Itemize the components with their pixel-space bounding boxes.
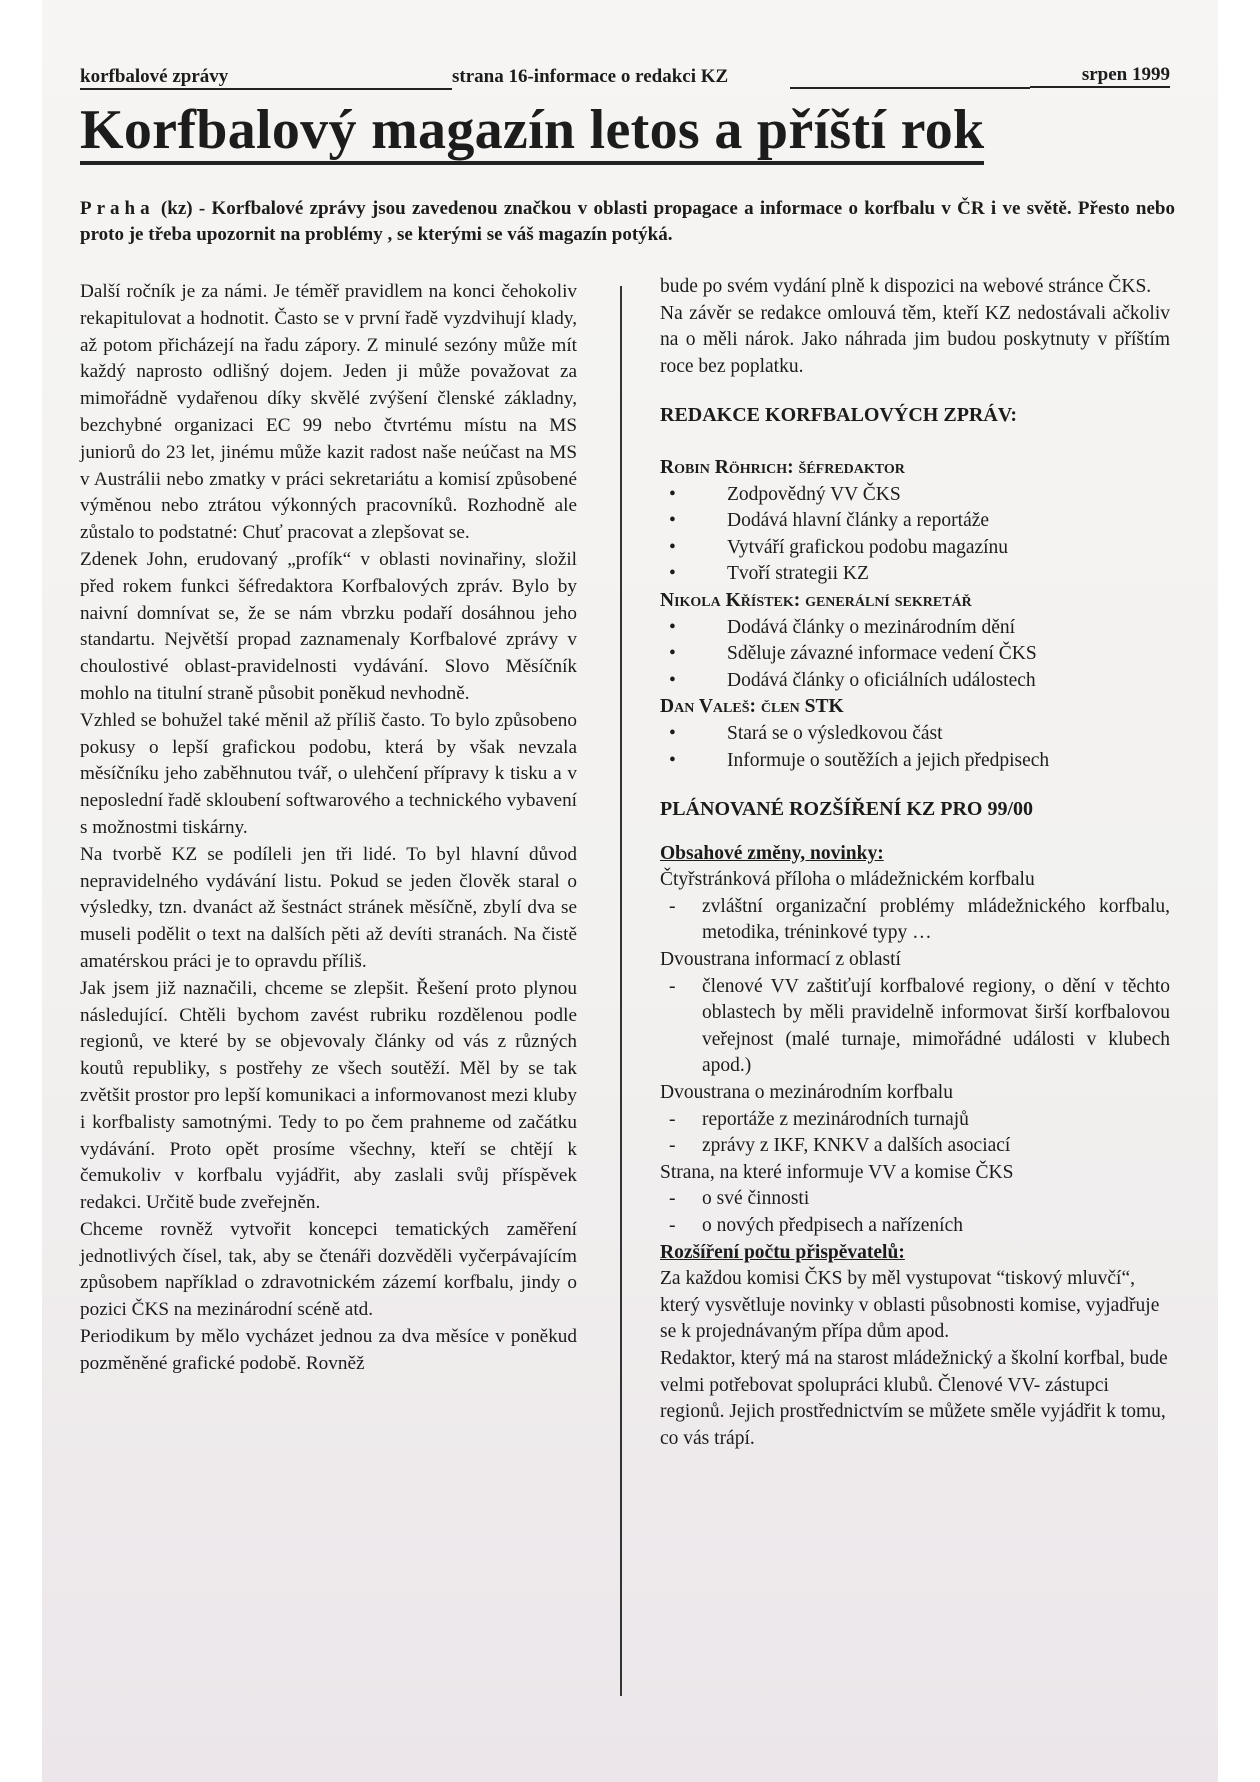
page-info: strana 16-informace o redakci KZ bbox=[452, 66, 729, 87]
right-column bbox=[660, 274, 1170, 1452]
duty-item: • Dodává články o oficiálních událostech bbox=[660, 668, 1170, 695]
duty-item: • Informuje o soutěžích a jejich předpisech bbox=[660, 748, 1170, 775]
paragraph: Další ročník je za námi. Je téměř pravidlem na konci čehokoliv rekapitulovat a hodnotit. Často se v první řadě vyzdvihují klady, až potom přicházejí na řadu zápory. Z minulé sezóny může mít každý naprosto odlišný dojem. Jeden ji může považovat za mimořádně vydařenou díky skvělé zvýšení členské základny, bezchybné organizaci EC 99 nebo čtvrtému místu na MS juniorů do 23 let, jinému může kazit radost naše neúčast na MS v Austrálii nebo zmatky v práci sekretariátu a komisí způsobené výměnou nebo ztrátou výkonných pracovníků. Rozhodně ale zůstalo to podstatné: Chuť pracovat a zlepšovat se. bbox=[80, 281, 577, 544]
paragraph: Redaktor, který má na starost mládežnický a školní korfbal, bude velmi potřebovat spolupráci klubů. Členové VV- zástupci regionů. Jejich prostřednictvím se můžete směle vyjádřit k tomu, co vás trápí. bbox=[660, 1347, 1168, 1449]
paragraph: Zdenek John, erudovaný „profík“ v oblasti novinařiny, složil před rokem funkci šéfredaktora Korfbalových zpráv. Bylo by naivní domnívat se, že se nám vbrzku podaří dosáhnou jeho standartu. Největší propad zaznamenaly Korfbalové zprávy v choulostivé oblast-pravidelnosti vydávání. Slovo Měsíčník mohlo na titulní straně působit poněkud nevhodně. bbox=[80, 548, 577, 704]
running-header bbox=[80, 60, 1170, 94]
duty-item: • Stará se o výsledkovou část bbox=[660, 721, 1170, 748]
staff-name: Nikola Křístek: generální sekretář bbox=[660, 589, 972, 611]
duty-list bbox=[660, 615, 1170, 695]
issue-date: srpen 1999 bbox=[1030, 64, 1170, 88]
article-lead bbox=[80, 196, 1175, 248]
column-divider bbox=[620, 286, 622, 1696]
change-item: - o své činnosti bbox=[660, 1186, 1170, 1213]
left-column bbox=[80, 279, 577, 1378]
paragraph: Za každou komisi ČKS by měl vystupovat “tiskový mluvčí“, který vysvětluje novinky v oblasti působnosti komise, vyjadřuje se k projednávaným přípa dům apod. bbox=[660, 1268, 1160, 1343]
lead-city: Praha bbox=[80, 198, 155, 219]
change-list bbox=[660, 1186, 1170, 1239]
changes-heading: Obsahové změny, novinky: bbox=[660, 842, 884, 864]
change-title: Strana, na které informuje VV a komise ČKS bbox=[660, 1161, 1014, 1183]
paragraph: bude po svém vydání plně k dispozici na webové stránce ČKS. bbox=[660, 276, 1152, 297]
contributors-heading: Rozšíření počtu přispěvatelů: bbox=[660, 1241, 905, 1263]
article-headline bbox=[80, 98, 1170, 162]
plan-heading: PLÁNOVANÉ ROZŠÍŘENÍ KZ PRO 99/00 bbox=[660, 798, 1034, 821]
duty-item: • Dodává hlavní články a reportáže bbox=[660, 508, 1170, 535]
change-list bbox=[660, 894, 1170, 947]
duty-item: • Tvoří strategii KZ bbox=[660, 561, 1170, 588]
paragraph: Jak jsem již naznačili, chceme se zlepšit. Řešení proto plynou následující. Chtěli bychom zavést rubriku rozdělenou podle regionů, ve které by se objevovaly články od vás z různých koutů republiky, s postřehy ze všech soutěží. Měl by se tak zvětšit prostor pro lepší komunikaci a informovanost mezi kluby i korfbalisty samotnými. Tedy to po čem prahneme od začátku vydávání. Proto opět prosíme všechny, kteří se chtějí k čemukoliv v korfbalu vyjádřit, aby zaslali svůj příspěvek redakci. Určitě bude zveřejněn. bbox=[80, 977, 577, 1214]
staff-name: Dan Valeš: člen STK bbox=[660, 696, 844, 718]
duty-list bbox=[660, 721, 1170, 774]
duty-item: • Zodpovědný VV ČKS bbox=[660, 482, 1170, 509]
paragraph: Vzhled se bohužel také měnil až příliš často. To bylo způsobeno pokusy o lepší grafickou podobu, která by však nevzala měsíčníku jeho zaběhnutou tvář, o ulehčení přípravy k tisku a v neposlední řadě skloubení softwarového a technického vybavení s možnostmi tiskárny. bbox=[80, 709, 577, 838]
paragraph: Chceme rovněž vytvořit koncepci tematických zaměření jednotlivých čísel, tak, aby se čtenáři dozvěděli vyčerpávajícím způsobem například o zdravotnickém zázemí korfbalu, jindy o pozici ČKS na mezinárodní scéně atd. bbox=[80, 1218, 577, 1321]
duty-list bbox=[660, 482, 1170, 588]
lead-text: (kz) - Korfbalové zprávy jsou zavedenou značkou v oblasti propagace a informace o korfbalu v ČR i ve světě. Přesto nebo proto je třeba upozornit na problémy , se kterými se váš magazín potýká. bbox=[80, 198, 1175, 245]
headline-text: Korfbalový magazín letos a příští rok bbox=[80, 99, 984, 165]
change-item: - zprávy z IKF, KNKV a dalších asociací bbox=[660, 1133, 1170, 1160]
change-list bbox=[660, 1107, 1170, 1160]
change-title: Čtyřstránková příloha o mládežnickém korfbalu bbox=[660, 869, 1035, 891]
duty-item: • Dodává články o mezinárodním dění bbox=[660, 615, 1170, 642]
change-item: - o nových předpisech a nařízeních bbox=[660, 1213, 1170, 1240]
paragraph: Periodikum by mělo vycházet jednou za dva měsíce v poněkud pozměněné grafické podobě. Rovněž bbox=[80, 1326, 577, 1374]
change-item: - členové VV zaštiťují korfbalové regiony, o dění v těchto oblastech by měli pravidelně informovat širší korfbalovou veřejnost (malé turnaje, mimořádné události v klubech apod.) bbox=[660, 974, 1170, 1080]
paragraph: Na tvorbě KZ se podíleli jen tři lidé. To byl hlavní důvod nepravidelného vydávání listu. Pokud se jeden člověk staral o výsledky, tzn. dvanáct až šestnáct stránek měsíčně, zbylí dva se museli podělit o text na dalších pěti až devíti stranách. Na čistě amatérskou práci je to opravdu příliš. bbox=[80, 843, 577, 972]
staff-name: Robin Röhrich: šéfredaktor bbox=[660, 456, 905, 478]
publication-name: korfbalové zprávy bbox=[80, 66, 452, 90]
paragraph: Na závěr se redakce omlouvá těm, kteří KZ nedostávali ačkoliv na o měli nárok. Jako náhrada jim budou poskytnuty v příštím roce bez poplatku. bbox=[660, 302, 1170, 377]
editorial-heading: REDAKCE KORFBALOVÝCH ZPRÁV: bbox=[660, 404, 1018, 427]
duty-item: • Vytváří grafickou podobu magazínu bbox=[660, 535, 1170, 562]
header-rule bbox=[790, 87, 1030, 89]
change-item: - reportáže z mezinárodních turnajů bbox=[660, 1107, 1170, 1134]
duty-item: • Sděluje závazné informace vedení ČKS bbox=[660, 641, 1170, 668]
change-title: Dvoustrana o mezinárodním korfbalu bbox=[660, 1082, 953, 1104]
change-list bbox=[660, 974, 1170, 1080]
change-item: - zvláštní organizační problémy mládežnického korfbalu, metodika, tréninkové typy … bbox=[660, 894, 1170, 947]
change-title: Dvoustrana informací z oblastí bbox=[660, 949, 901, 971]
